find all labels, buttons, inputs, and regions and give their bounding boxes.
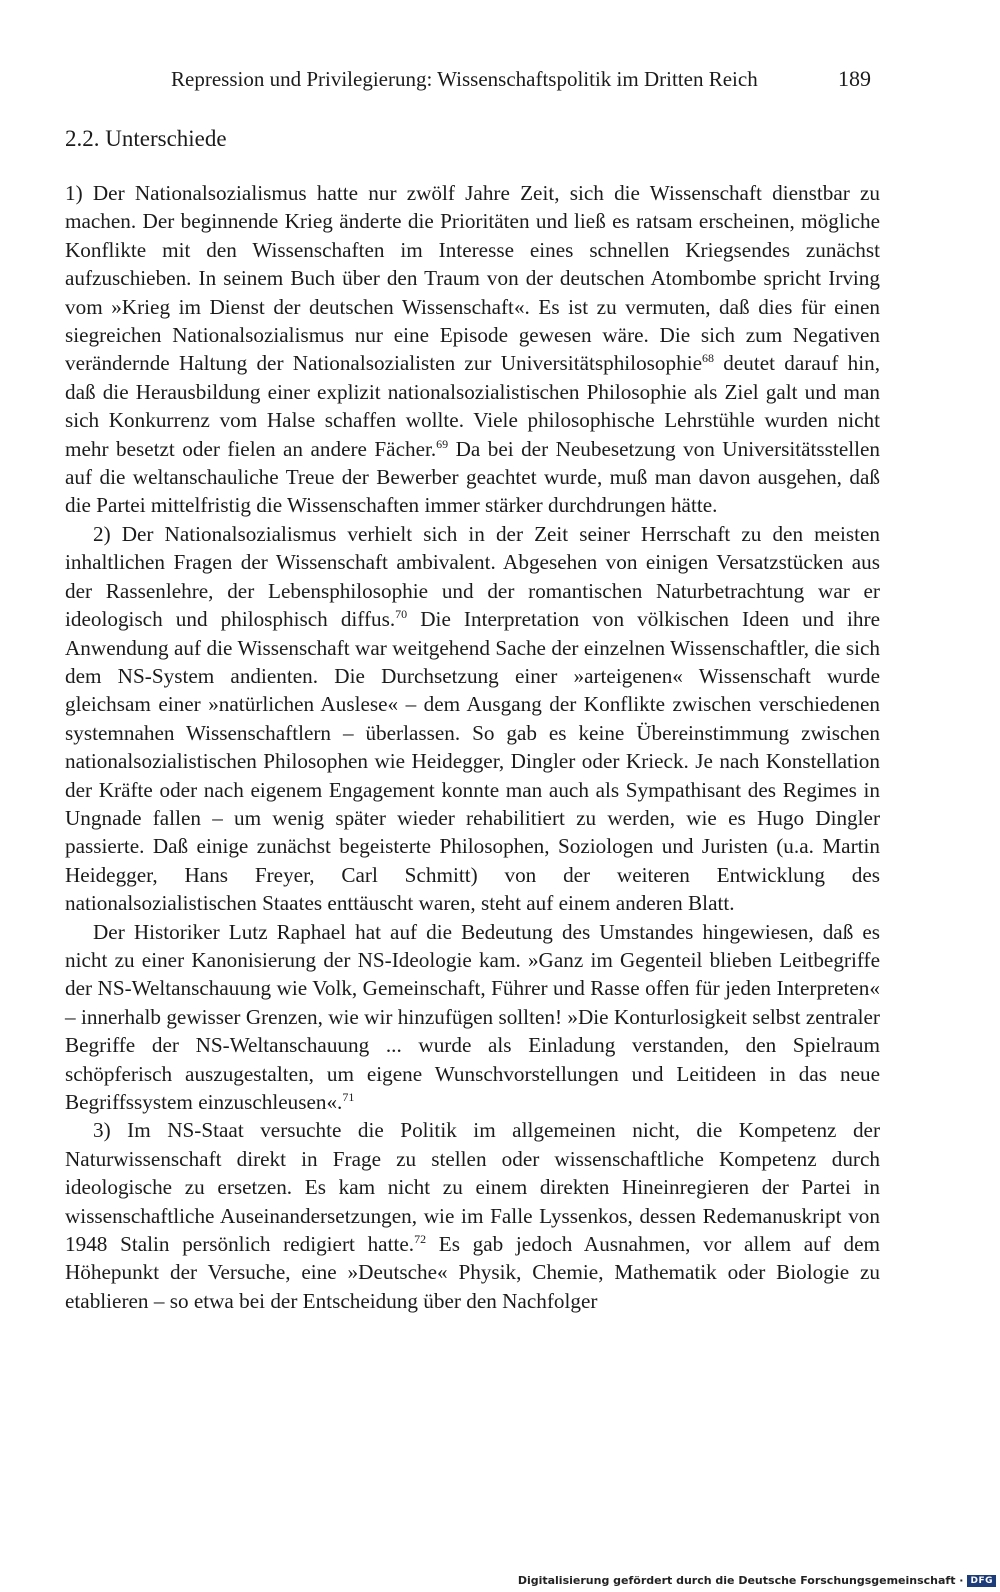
credit-text: Digitalisierung gefördert durch die Deutsche Forschungsgemeinschaft · (517, 1574, 964, 1587)
body-text (65, 179, 880, 1315)
footnote-ref-72[interactable]: 72 (414, 1232, 427, 1247)
paragraph-2 (65, 520, 880, 918)
dfg-logo: DFG (967, 1575, 996, 1587)
text-run: deutet darauf hin, daß die Herausbildung einer explizit nationalsozialistischen Philosophie als Ziel galt und man sich Konkurrenz vom Halse schaffen wollte. Viele philosophische Lehrstühle wurden nicht mehr besetzt oder fielen an andere Fächer. (65, 351, 881, 461)
text-run: Der Historiker Lutz Raphael hat auf die Bedeutung des Umstandes hingewiesen, daß es nicht zu einer Kanonisierung der NS-Ideologie kam. »Ganz im Gegenteil blieben Leitbegriffe der NS-Weltanschauung wie Volk, Gemeinschaft, Führer und Rasse offen für jeden Interpreten« – innerhalb gewisser Grenzen, wie wir hinzufügen sollten! »Die Konturlosigkeit selbst zentraler Begriffe der NS-Weltanschauung ... wurde als Einladung verstanden, den Spielraum schöpferisch auszugestalten, um eigene Wunschvorstellungen und Leitideen in das neue Begriffssystem einzuschleusen«. (65, 919, 880, 1114)
footnote-ref-69[interactable]: 69 (436, 436, 449, 451)
text-run: Die Interpretation von völkischen Ideen und ihre Anwendung auf die Wissenschaft war weitgehend Sache der einzelnen Wissenschaftler, die sich dem NS-System andienten. Die Durchsetzung einer »arteigenen« Wissenschaft wurde gleichsam einer »natürlichen Auslese« – dem Ausgang der Konflikte zwischen verschiedenen systemnahen Wissenschaftlern – überlassen. So gab es keine Übereinstimmung zwischen nationalsozialistischen Philosophen wie Heidegger, Dingler oder Krieck. Je nach Konstellation der Kräfte oder nach eigenem Engagement konnte man auch als Sympathisant des Regimes in Ungnade fallen – um wenig später wieder rehabilitiert zu werden, wie es Hugo Dingler passierte. Daß einige zunächst begeisterte Philosophen, Soziologen und Juristen (u.a. Martin Heidegger, Hans Freyer, Carl Schmitt) von der weiteren Entwicklung des nationalsozialistischen Staates enttäuscht waren, steht auf einem anderen Blatt. (65, 607, 880, 916)
footnote-ref-70[interactable]: 70 (395, 607, 408, 622)
text-run: Da bei der Neubesetzung von Universitätsstellen auf die weltanschauliche Treue der Bewerber geachtet wurde, muß man davon ausgehen, daß die Partei mittelfristig die Wissenschaften immer stärker durchdrungen hätte. (65, 436, 880, 518)
paragraph-4 (65, 1116, 880, 1315)
text-run: 1) Der Nationalsozialismus hatte nur zwölf Jahre Zeit, sich die Wissenschaft dienstbar zu machen. Der beginnende Krieg änderte die Prioritäten und ließ es ratsam erscheinen, mögliche Konflikte mit den Wissenschaften im Interesse eines schnellen Kriegsendes zunächst aufzuschieben. In seinem Buch über den Traum von der deutschen Atombombe spricht Irving vom »Krieg im Dienst der deutschen Wissenschaft«. Es ist zu vermuten, daß dies für einen siegreichen Nationalsozialismus nur eine Episode gewesen wäre. Die sich zum Negativen verändernde Haltung der Nationalsozialisten zur Universitätsphilosophie (65, 181, 880, 376)
text-run: 3) Im NS-Staat versuchte die Politik im allgemeinen nicht, die Kompetenz der Naturwissenschaft direkt in Frage zu stellen oder wissenschaftliche Kompetenz durch ideologische zu ersetzen. Es kam nicht zu einem direkten Hineinregieren der Partei in wissenschaftliche Auseinandersetzungen, wie im Falle Lyssenkos, dessen Redemanuskript von 1948 Stalin persönlich redigiert hatte. (65, 1118, 880, 1257)
footnote-ref-71[interactable]: 71 (342, 1090, 355, 1104)
page-number: 189 (838, 66, 871, 91)
digitization-credit (518, 1574, 996, 1587)
footnote-ref-68[interactable]: 68 (702, 351, 714, 366)
section-title: 2.2. Unterschiede (65, 126, 227, 151)
paragraph-1 (65, 179, 880, 520)
paragraph-3 (65, 918, 880, 1117)
text-run: 2) Der Nationalsozialismus verhielt sich in der Zeit seiner Herrschaft zu den meisten inhaltlichen Fragen der Wissenschaft ambivalent. Abgesehen von einigen Versatzstücken aus der Rassenlehre, der Lebensphilosophie und der romantischen Naturbetrachtung war er ideologisch und philosphisch diffus. (65, 521, 880, 632)
running-title: Repression und Privilegierung: Wissenschaftspolitik im Dritten Reich (171, 67, 758, 91)
running-head (171, 66, 871, 92)
text-run: Es gab jedoch Ausnahmen, vor allem auf dem Höhepunkt der Versuche, eine »Deutsche« Physik, Chemie, Mathematik oder Biologie zu etablieren – so etwa bei der Entscheidung über den Nachfolger (65, 1232, 880, 1313)
